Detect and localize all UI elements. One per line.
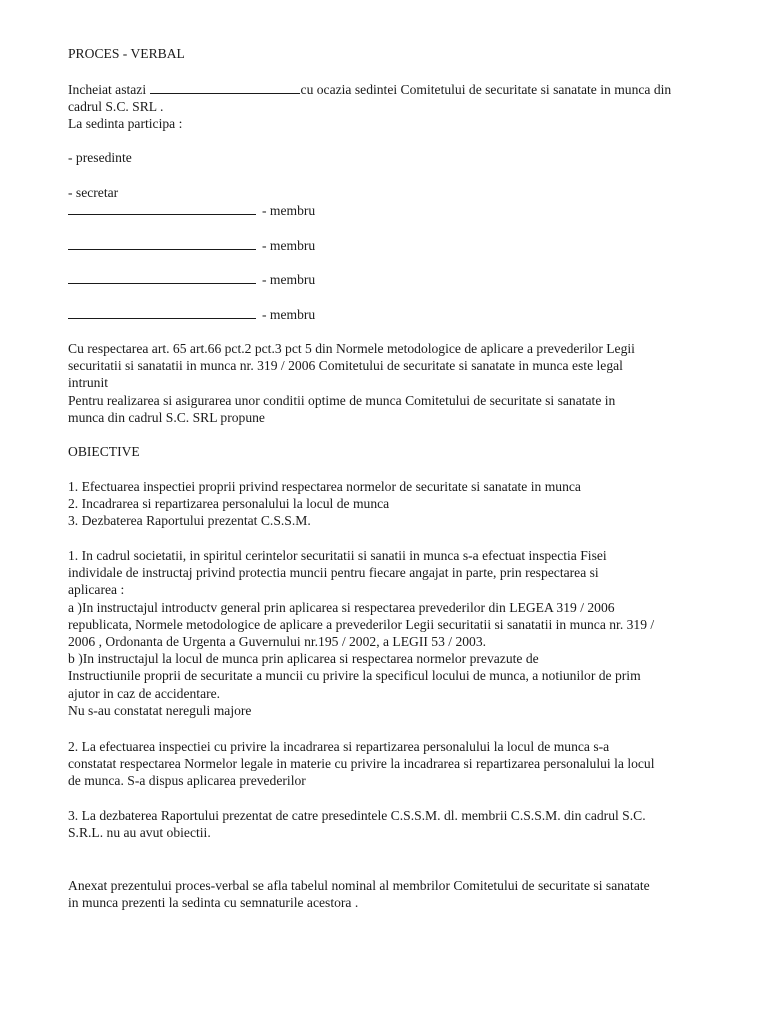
member-label: - membru [262, 238, 316, 253]
intro-line-2: cadrul S.C. SRL . [68, 99, 164, 115]
member-row [68, 305, 728, 323]
member-blank-line [68, 201, 256, 215]
member-blank-line [68, 270, 256, 284]
member-label: - membru [262, 272, 316, 287]
intro-prefix: Incheiat astazi [68, 82, 150, 97]
section-1: 1. In cadrul societatii, in spiritul cerintelor securitatii si sanatii in munca s-a efectuat inspectia Fisei individale de instructaj privind protectia muncii pentru fiecare angajat in parte, prin respectarea si aplicarea : a )In instructajul introductv general prin aplicarea si respectarea prevederilor din LEGEA 319 / 2006 republicata, Normele metodologice de aplicare a prevederilor Legii securitatii si sanatatii in munca nr. 319 / 2006 , Ordonanta de Urgenta a Guvernului nr.195 / 2002, a LEGII 53 / 2003. b )In instructajul la locul de munca prin aplicarea si respectarea normelor prevazute de Instructiunile proprii de securitate a muncii cu privire la specificul locului de munca, a notiunilor de prim ajutor in caz de accidentare. Nu s-au constatat nereguli majore [68, 548, 655, 718]
section-2: 2. La efectuarea inspectiei cu privire la incadrarea si repartizarea personalului la locul de munca s-a constatat respectarea Normelor legale in materie cu privire la incadrarea si repartizarea personalului la locul de munca. S-a dispus aplicarea prevederilor [68, 739, 655, 789]
role-presedinte: - presedinte [68, 150, 132, 165]
member-label: - membru [262, 307, 316, 322]
objectives-list [68, 478, 728, 530]
intro-suffix: cu ocazia sedintei Comitetului de securitate si sanatate in munca din [300, 82, 672, 97]
role-secretar: - secretar [68, 185, 119, 200]
list-item: 1. Efectuarea inspectiei proprii privind respectarea normelor de securitate si sanatate in munca [68, 479, 581, 494]
list-item: 3. Dezbaterea Raportului prezentat C.S.S.M. [68, 513, 311, 529]
document-title: PROCES - VERBAL [68, 46, 185, 61]
annex-paragraph: Anexat prezentului proces-verbal se afla tabelul nominal al membrilor Comitetului de securitate si sanatate in munca prezenti la sedinta cu semnaturile acestora . [68, 878, 650, 911]
date-blank-line [150, 80, 300, 94]
list-item: 2. Incadrarea si repartizarea personalului la locul de munca [68, 496, 390, 512]
member-row [68, 201, 728, 219]
section-3: 3. La dezbaterea Raportului prezentat de catre presedintele C.S.S.M. dl. membrii C.S.S.M. din cadrul S.C. S.R.L. nu au avut obiectii. [68, 808, 646, 841]
member-row [68, 270, 728, 288]
member-label: - membru [262, 203, 316, 218]
member-row [68, 236, 728, 254]
respect-paragraph: Cu respectarea art. 65 art.66 pct.2 pct.3 pct 5 din Normele metodologice de aplicare a prevederilor Legii securitatii si sanatatii in munca nr. 319 / 2006 Comitetului de securitate si sanatate in munca este legal intrunit Pentru realizarea si asigurarea unor conditii optime de munca Comitetului de securitate si sanatate in munca din cadrul S.C. SRL propune [68, 341, 635, 425]
objectives-heading: OBIECTIVE [68, 444, 140, 459]
intro-paragraph [68, 80, 728, 133]
participants-heading: La sedinta participa : [68, 116, 183, 132]
member-blank-line [68, 236, 256, 250]
member-blank-line [68, 305, 256, 319]
